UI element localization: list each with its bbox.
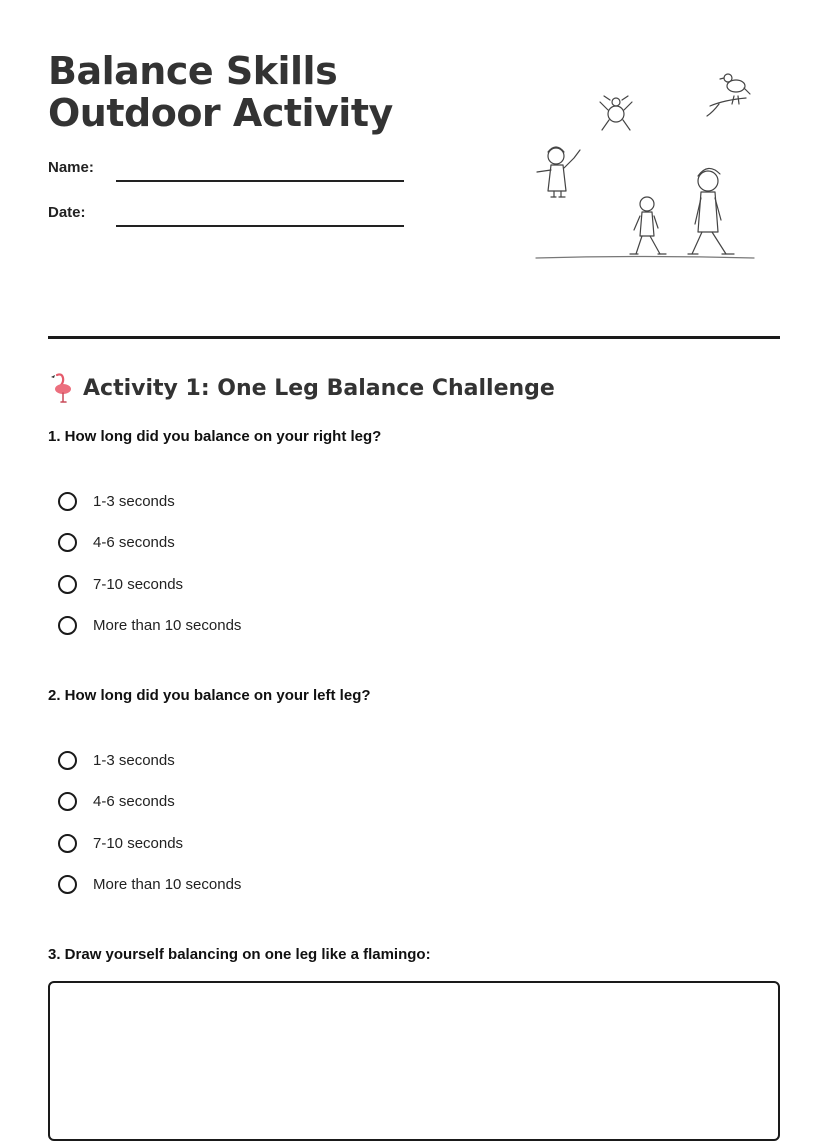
toy-figure-icon <box>600 96 632 130</box>
radio-button[interactable] <box>58 834 77 853</box>
q2-option-1[interactable] <box>58 751 175 770</box>
date-field[interactable] <box>116 225 404 227</box>
option-label: 7-10 seconds <box>93 576 184 593</box>
q1-option-1[interactable] <box>58 492 175 511</box>
radio-button[interactable] <box>58 492 77 511</box>
small-boy-walking-icon <box>630 197 666 254</box>
radio-button[interactable] <box>58 875 77 894</box>
option-label: More than 10 seconds <box>93 876 242 893</box>
question-2: 2. How long did you balance on your left leg? <box>48 687 371 704</box>
question-3: 3. Draw yourself balancing on one leg like a flamingo: <box>48 946 431 963</box>
bird-icon <box>707 74 750 116</box>
children-playing-illustration <box>524 66 760 266</box>
name-label: Name: <box>48 159 94 176</box>
option-label: 7-10 seconds <box>93 835 184 852</box>
q1-option-2[interactable] <box>58 533 175 552</box>
radio-button[interactable] <box>58 575 77 594</box>
page-title: Balance Skills Outdoor Activity <box>48 49 393 135</box>
q1-option-4[interactable] <box>58 616 241 635</box>
radio-button[interactable] <box>58 616 77 635</box>
question-1: 1. How long did you balance on your right leg? <box>48 428 382 445</box>
q1-option-3[interactable] <box>58 575 183 594</box>
name-field[interactable] <box>116 180 404 182</box>
option-label: 4-6 seconds <box>93 793 175 810</box>
radio-button[interactable] <box>58 792 77 811</box>
activity-1-heading <box>48 372 555 404</box>
option-label: 4-6 seconds <box>93 534 175 551</box>
flamingo-icon <box>48 372 74 404</box>
q2-option-2[interactable] <box>58 792 175 811</box>
q2-option-4[interactable] <box>58 875 241 894</box>
drawing-area[interactable] <box>48 981 780 1141</box>
option-label: More than 10 seconds <box>93 617 242 634</box>
radio-button[interactable] <box>58 533 77 552</box>
q2-option-3[interactable] <box>58 834 183 853</box>
girl-waving-icon <box>537 147 580 197</box>
radio-button[interactable] <box>58 751 77 770</box>
date-label: Date: <box>48 204 86 221</box>
section-divider <box>48 336 780 339</box>
option-label: 1-3 seconds <box>93 752 175 769</box>
option-label: 1-3 seconds <box>93 493 175 510</box>
tall-boy-walking-icon <box>688 168 734 254</box>
activity-1-heading-text: Activity 1: One Leg Balance Challenge <box>83 375 555 401</box>
